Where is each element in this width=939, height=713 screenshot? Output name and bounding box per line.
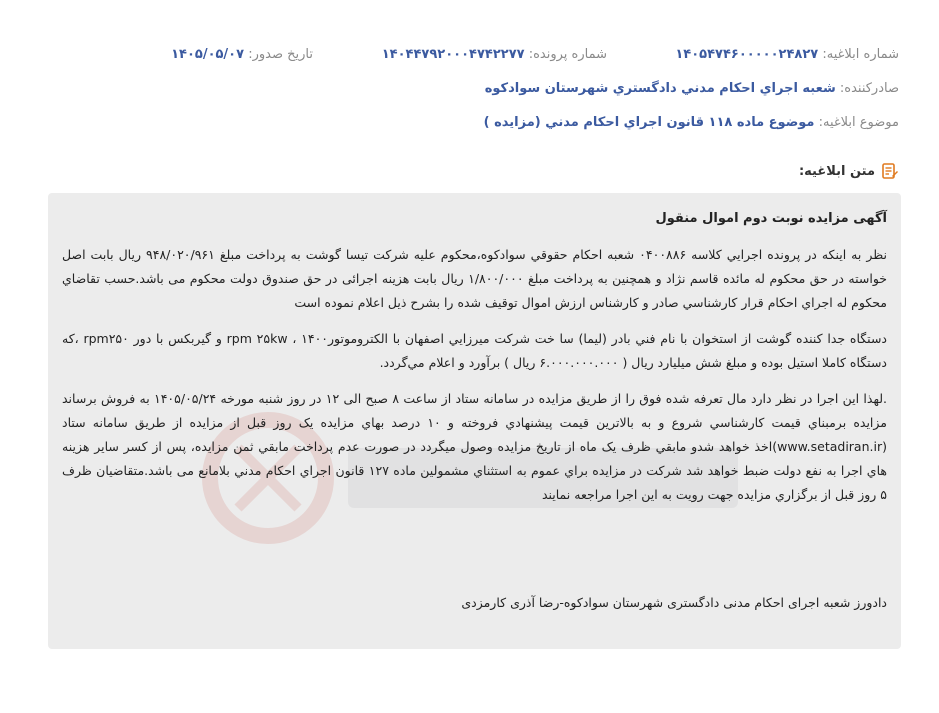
- issuer-value: شعبه اجراي احكام مدني دادگستري شهرستان سوادكوه: [484, 81, 836, 96]
- case-number: [382, 47, 607, 62]
- notice-text-heading-label: متن ابلاغيه:: [798, 163, 875, 179]
- case-number-value: ۱۴۰۴۴۷۹۲۰۰۰۴۷۴۲۲۷۷: [381, 47, 525, 62]
- signature-line: دادورز شعبه اجراى احكام مدنى دادگسترى شهرستان سوادكوه-رضا آذرى كارمزدى: [461, 595, 887, 610]
- issue-date: [171, 47, 313, 62]
- notice-number: [675, 47, 899, 62]
- case-number-label: شماره پرونده:: [528, 47, 607, 62]
- issue-date-value: ۱۴۰۵/۰۵/۰۷: [171, 47, 245, 62]
- issuer-label: صادرکننده:: [839, 81, 899, 96]
- header-row-subject: [20, 115, 899, 130]
- subject-label: موضوع ابلاغيه:: [818, 115, 899, 130]
- notice-text-box: [48, 193, 901, 649]
- document-edit-icon: [881, 162, 899, 180]
- header-row-issuer: [20, 81, 899, 96]
- notice-text-heading: [799, 162, 899, 180]
- subject-value: موضوع ماده ۱۱۸ قانون اجراي احكام مدني (مزايده ): [483, 115, 815, 130]
- notice-number-value: ۱۴۰۵۴۷۴۶۰۰۰۰۰۲۴۸۲۷: [675, 47, 819, 62]
- ad-title: آگهی مزايده نوبت دوم اموال منقول: [655, 211, 887, 226]
- notice-number-label: شماره ابلاغيه:: [822, 47, 899, 62]
- issue-date-label: تاريخ صدور:: [248, 47, 313, 62]
- notice-text-content: [62, 207, 887, 519]
- paragraph-item-description: دستگاه جدا كننده گوشت از استخوان با نام فني بادر (ليما) سا خت شركت ميرزايي اصفهان با الكتروموتور۱۴۰۰ ، rpm ۲۵kw و گيربكس با دور rpm۲۵۰ ،كه دستگاه كاملا استيل بوده و مبلغ شش ميليارد ريال ( ۶.۰۰۰.۰۰۰.۰۰۰ ريال ) برآورد و اعلام مي‌گردد.: [62, 331, 887, 370]
- paragraph-case-details: نظر به اينكه در پرونده اجرايي كلاسه ۰۴۰۰۸۸۶ شعبه احكام حقوقي سوادكوه،محكوم عليه شركت تيسا گوشت به پرداخت مبلغ ۹۴۸/۰۲۰/۹۶۱ ريال بابت اصل خواسته در حق محكوم له مائده قاسم نژاد و همچنين به پرداخت مبلغ ۱/۸۰۰/۰۰۰ ريال بابت هزينه اجرائى در حق صندوق دولت محكوم مى باشد.حسب تقاضاي محكوم له اجراي احكام قرار كارشناسي صادر و كارشناس ارزش اموال توقيف شده را بشرح ذيل اعلام نموده است: [62, 247, 888, 310]
- paragraph-auction-terms: .لهذا اين اجرا در نظر دارد مال تعرفه شده فوق را از طريق مزايده در سامانه ستاد از ساعت ۸ صبح الى ۱۲ در روز شنبه مورخه ۱۴۰۵/۰۵/۲۴ به فروش برساند مزايده برمبناي قيمت كارشناسي شروع و به بالاترين قيمت پيشنهادي فروخته و ۱۰ درصد بهاي مزايده يک روز قبل از مزايده از طريق سامانه ستاد (www.setadiran.ir)اخذ خواهد شدو مابقي ظرف يک ماه از تاريخ مزايده وصول ميگردد در صورت عدم پرداخت مابقي ثمن مزايده، پس از كسر ساير هزينه هاي اجرا به نفع دولت ضبط خواهد شد شركت در مزايده براي عموم به استثناي مشمولين ماده ۱۲۷ قانون اجراي احكام مدني بلامانع مى باشد.متقاضيان ظرف ۵ روز قبل از برگزاري مزايده جهت رويت به اين اجرا مراجعه نمايند: [62, 391, 888, 502]
